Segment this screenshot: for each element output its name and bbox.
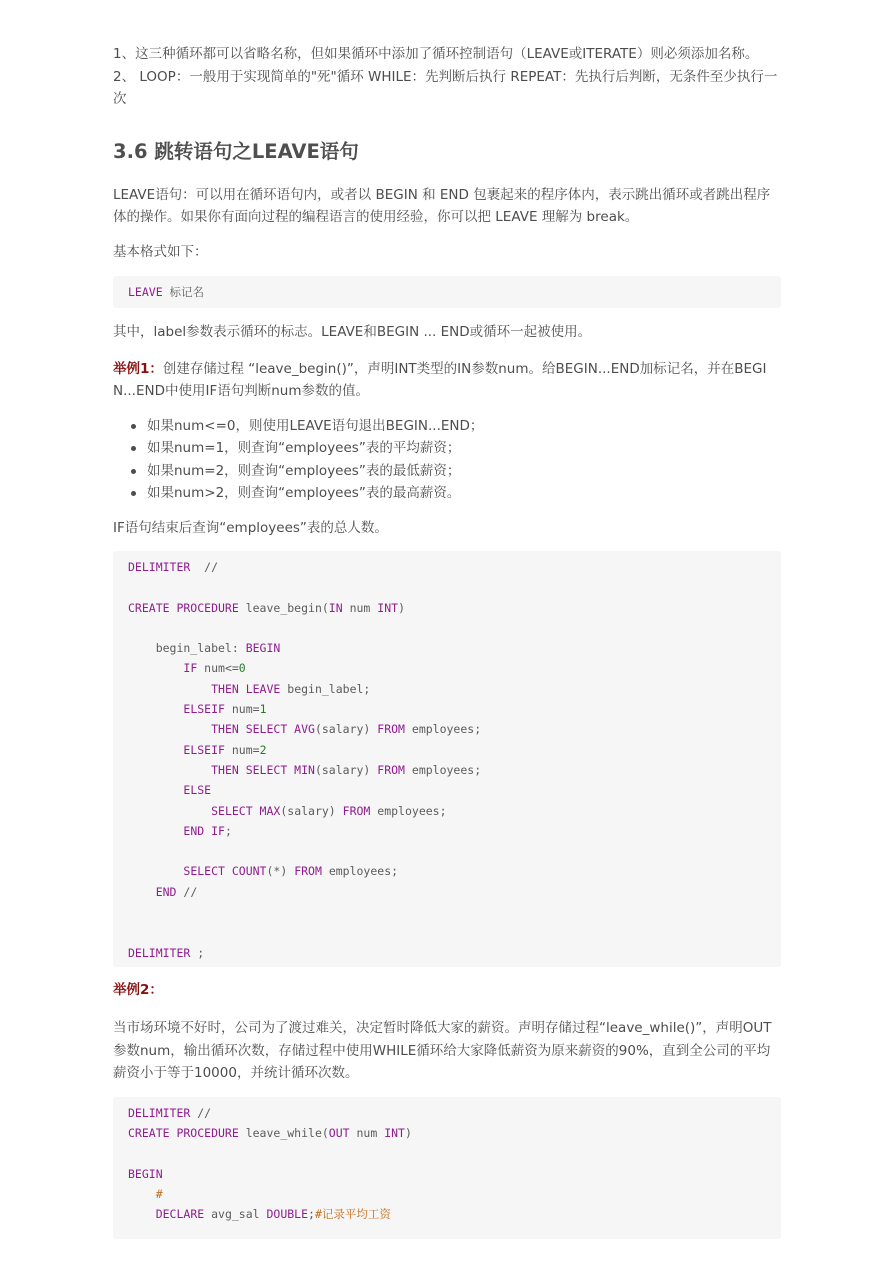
code-number: 1	[259, 702, 267, 717]
code-keyword: THEN LEAVE	[211, 681, 281, 696]
code-keyword: BEGIN	[128, 1166, 163, 1181]
code-text: (salary)	[314, 722, 378, 737]
code-line	[128, 557, 766, 577]
code-line	[128, 861, 766, 881]
code-line	[128, 577, 766, 597]
code-text: 标记名	[162, 285, 205, 299]
code-text: leave_while(	[238, 1126, 329, 1141]
code-text: begin_label:	[128, 641, 246, 656]
code-line	[128, 638, 766, 658]
code-line	[128, 740, 766, 760]
example2-label: 举例2：	[113, 981, 163, 998]
code-text	[128, 763, 211, 777]
code-keyword: DELIMITER	[128, 945, 191, 960]
code-comment: #	[155, 1187, 163, 1202]
code-text	[128, 722, 211, 736]
code-line	[128, 821, 766, 841]
list-item: 如果num=2，则查询“employees”表的最低薪资；	[147, 460, 781, 483]
leave-while-code-block	[113, 1097, 781, 1239]
code-line	[128, 801, 766, 821]
code-keyword: ELSEIF	[183, 742, 225, 757]
code-text: employees;	[404, 762, 482, 777]
code-text: employees;	[404, 722, 482, 737]
code-number: 2	[259, 742, 267, 757]
example2-label-paragraph	[113, 979, 781, 1002]
code-text: num=	[224, 742, 260, 757]
code-keyword: IN	[328, 600, 343, 615]
code-keyword: SELECT MAX	[211, 803, 281, 818]
list-item: 如果num<=0，则使用LEAVE语句退出BEGIN...END；	[147, 415, 781, 438]
code-line	[128, 841, 766, 861]
code-text: leave_begin(	[238, 600, 329, 615]
code-text: begin_label;	[280, 681, 371, 696]
code-text: )	[398, 600, 405, 615]
example1-paragraph	[113, 358, 781, 403]
code-keyword: INT	[384, 1126, 405, 1141]
example2-paragraph: 当市场环境不好时，公司为了渡过难关，决定暂时降低大家的薪资。声明存储过程“leave_while()”，声明OUT参数num，输出循环次数，存储过程中使用WHILE循环给大家降低薪资为原来薪资的90%，直到全公司的平均薪资小于等于10000，并统计循环次数。	[113, 1020, 772, 1082]
code-line	[128, 882, 766, 902]
code-keyword: DELIMITER	[128, 1105, 191, 1120]
code-line	[128, 598, 766, 618]
code-text	[128, 1187, 156, 1201]
code-keyword: DOUBLE	[266, 1207, 309, 1222]
code-text	[128, 804, 211, 818]
leave-begin-code-block	[113, 551, 781, 967]
code-text: num	[342, 600, 378, 615]
article-content	[113, 0, 781, 1239]
code-keyword: LEAVE	[128, 285, 163, 299]
code-text	[128, 743, 183, 757]
code-text: ;	[224, 823, 232, 838]
code-keyword: CREATE PROCEDURE	[128, 600, 239, 615]
code-text: //	[176, 884, 198, 899]
leave-description: LEAVE语句：可以用在循环语句内，或者以 BEGIN 和 END 包裹起来的程序体内，表示跳出循环或者跳出程序体的操作。如果你有面向过程的编程语言的使用经验，你可以把 LEAVE 理解为 break。	[113, 186, 771, 225]
code-text	[128, 1207, 156, 1221]
code-text	[128, 885, 156, 899]
code-text	[128, 824, 183, 838]
intro-paragraph: 1、这三种循环都可以省略名称，但如果循环中添加了循环控制语句（LEAVE或ITERATE）则必须添加名称。 2、 LOOP：一般用于实现简单的"死"循环 WHILE：先判断后执行 REPEAT：先执行后判断，无条件至少执行一次	[113, 46, 778, 107]
code-text: num<=	[197, 661, 239, 676]
code-keyword: IF	[183, 661, 198, 676]
code-keyword: INT	[377, 600, 399, 615]
code-number: 0	[238, 661, 246, 676]
code-line	[128, 699, 766, 719]
code-text: num=	[224, 702, 260, 717]
code-keyword: THEN SELECT MIN	[211, 762, 315, 777]
code-keyword: END IF	[183, 823, 225, 838]
code-text	[128, 783, 183, 797]
code-line	[128, 679, 766, 699]
code-text	[128, 682, 211, 696]
code-keyword: ELSE	[183, 783, 212, 798]
code-keyword: THEN SELECT AVG	[211, 722, 315, 737]
code-text: avg_sal	[204, 1207, 267, 1222]
code-line	[128, 618, 766, 638]
code-text: (salary)	[280, 803, 343, 818]
code-text	[128, 864, 183, 878]
code-keyword: CREATE PROCEDURE	[128, 1126, 239, 1141]
section-heading: 3.6 跳转语句之LEAVE语句	[113, 139, 359, 163]
label-description: 其中，label参数表示循环的标志。LEAVE和BEGIN ... END或循环一起被使用。	[113, 324, 592, 340]
code-line	[128, 1103, 766, 1123]
list-item: 如果num=1，则查询“employees”表的平均薪资；	[147, 437, 781, 460]
code-line	[128, 1144, 766, 1164]
code-line	[128, 1164, 766, 1184]
code-text	[128, 661, 183, 675]
code-keyword: FROM	[294, 864, 322, 879]
code-keyword: END	[155, 884, 177, 899]
basic-format-label: 基本格式如下：	[113, 243, 208, 260]
code-text	[128, 702, 183, 716]
code-keyword: SELECT COUNT	[183, 864, 267, 879]
code-text: (*)	[266, 864, 295, 879]
code-text: (salary)	[314, 762, 378, 777]
example1-text: 创建存储过程 “leave_begin()”，声明INT类型的IN参数num。给BEGIN...END加标记名，并在BEGIN...END中使用IF语句判断num参数的值。	[113, 360, 767, 399]
code-keyword: FROM	[342, 803, 371, 818]
code-line	[128, 760, 766, 780]
example1-label: 举例1：	[113, 360, 163, 377]
if-end-paragraph: IF语句结束后查询“employees”表的总人数。	[113, 519, 388, 536]
code-line	[128, 922, 766, 942]
code-keyword: FROM	[377, 762, 405, 777]
code-comment: #记录平均工资	[314, 1207, 391, 1222]
code-line	[128, 902, 766, 922]
code-text: employees;	[370, 803, 447, 818]
code-keyword: DECLARE	[155, 1207, 205, 1222]
code-keyword: OUT	[328, 1126, 350, 1141]
code-keyword: BEGIN	[245, 641, 281, 656]
code-line	[128, 658, 766, 678]
code-line	[128, 719, 766, 739]
code-text: //	[190, 560, 219, 574]
code-text: num	[349, 1126, 385, 1141]
code-keyword: DELIMITER	[128, 560, 191, 574]
code-text: )	[404, 1126, 412, 1141]
code-keyword: FROM	[377, 722, 405, 737]
format-code-block	[113, 276, 781, 308]
list-item: 如果num>2，则查询“employees”表的最高薪资。	[147, 482, 781, 505]
code-text: employees;	[321, 864, 399, 879]
code-text: ;	[308, 1207, 315, 1222]
code-line	[128, 1123, 766, 1143]
code-line	[128, 780, 766, 800]
code-line	[128, 943, 766, 963]
code-line	[128, 1204, 766, 1224]
condition-list	[113, 415, 781, 505]
code-text: ;	[190, 945, 205, 960]
code-text: //	[190, 1105, 212, 1120]
code-line	[128, 1184, 766, 1204]
code-keyword: ELSEIF	[183, 702, 225, 717]
